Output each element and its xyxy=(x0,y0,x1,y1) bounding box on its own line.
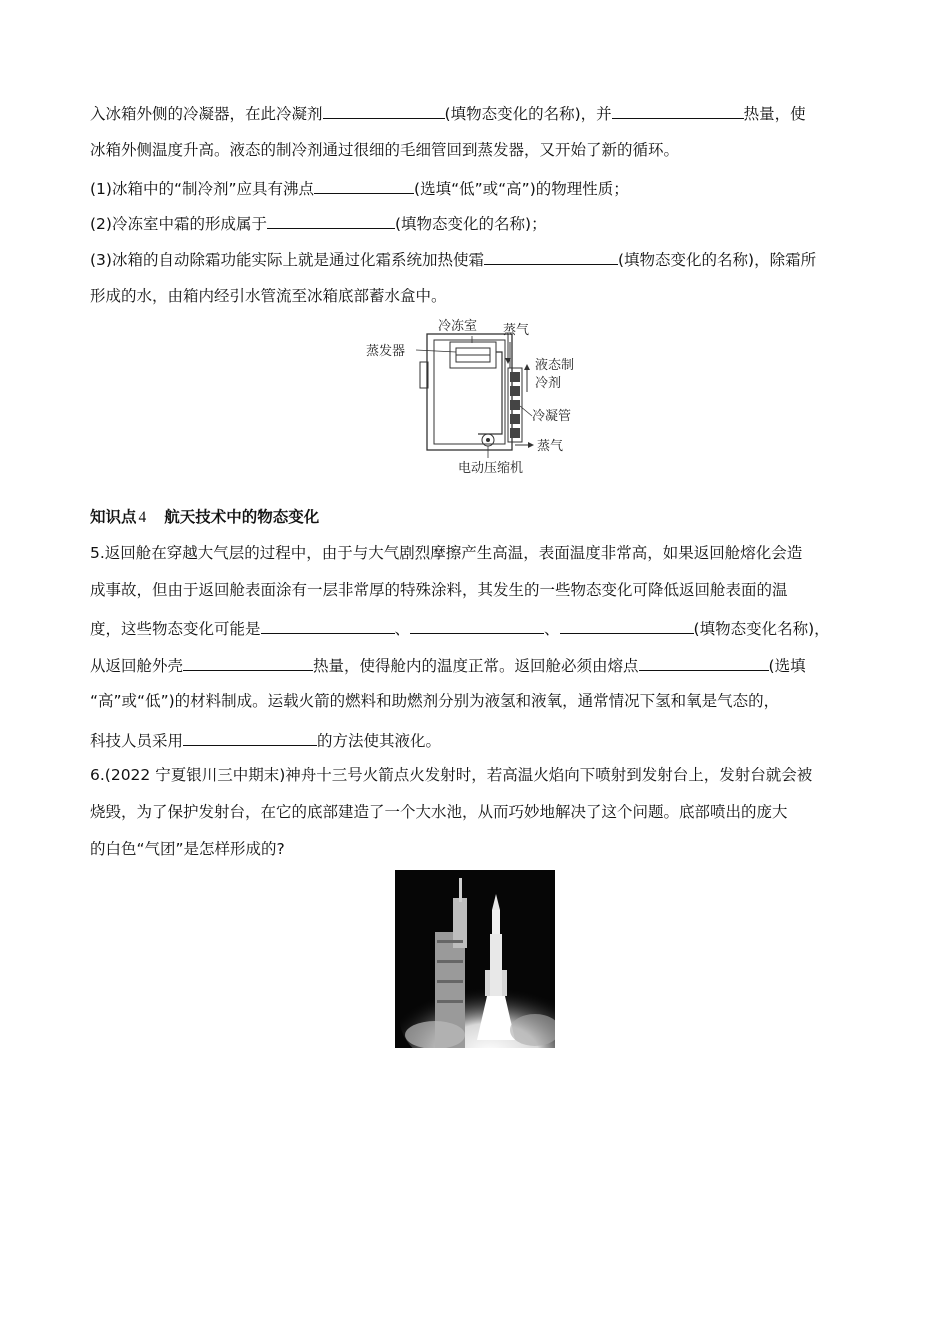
tower-floor xyxy=(437,980,463,983)
q5-text: 度，这些物态变化可能是 xyxy=(90,620,261,638)
fridge-diagram xyxy=(360,312,600,482)
tower-floor xyxy=(437,960,463,963)
tower-mast xyxy=(459,878,462,902)
rocket-launch-svg xyxy=(395,870,555,1048)
arrow-head xyxy=(528,442,534,448)
q5-text: 科技人员采用 xyxy=(90,732,184,750)
fridge-text: 热量，使 xyxy=(743,105,806,123)
answer-blank[interactable] xyxy=(410,617,544,634)
q5-text: 从返回舱外壳 xyxy=(90,657,184,675)
compressor-center xyxy=(486,438,490,442)
q5-line-4 xyxy=(90,654,806,676)
label-steam-top: 蒸气 xyxy=(503,323,530,338)
q5-separator: 、 xyxy=(544,620,560,638)
arrow-head xyxy=(524,364,530,370)
condenser-fin xyxy=(510,372,520,382)
q5-separator: 、 xyxy=(394,620,411,638)
section-number: 4 xyxy=(138,509,147,526)
answer-blank[interactable] xyxy=(183,654,313,671)
q6-line-3: 的白色“气团”是怎样形成的? xyxy=(90,840,285,858)
label-evaporator: 蒸发器 xyxy=(366,344,406,359)
answer-blank[interactable] xyxy=(261,617,395,634)
q5-line-5: “高”或“低”)的材料制成。运载火箭的燃料和助燃剂分别为液氢和液氧，通常情况下氢和氧是气态的， xyxy=(90,692,780,710)
question-text: (2)冷冻室中霜的形成属于 xyxy=(90,215,267,233)
answer-blank[interactable] xyxy=(314,177,414,194)
q5-text: (选填 xyxy=(768,657,806,675)
fridge-text: 入冰箱外侧的冷凝器，在此冷凝剂 xyxy=(90,105,323,123)
answer-blank[interactable] xyxy=(612,102,744,119)
question-2 xyxy=(90,212,547,234)
q6-line-2: 烧毁，为了保护发射台，在它的底部建造了一个大水池，从而巧妙地解决了这个问题。底部喷出的庞大 xyxy=(90,803,788,821)
fridge-diagram-svg xyxy=(360,312,600,482)
tower-floor xyxy=(437,1000,463,1003)
rocket-launch-photo xyxy=(395,870,555,1048)
label-freezer: 冷冻室 xyxy=(438,319,478,334)
answer-blank[interactable] xyxy=(560,617,694,634)
q5-line-6 xyxy=(90,729,441,751)
section-label: 知识点 xyxy=(90,508,137,526)
question-3 xyxy=(90,248,816,270)
label-liquid-refrigerant-1: 液态制 xyxy=(535,358,575,373)
label-steam-bottom: 蒸气 xyxy=(537,439,564,454)
smoke-cloud xyxy=(405,1021,465,1048)
condenser-fin xyxy=(510,428,520,438)
question-text: (填物态变化的名称)； xyxy=(394,215,547,233)
q5-line-2: 成事故，但由于返回舱表面涂有一层非常厚的特殊涂料，其发生的一些物态变化可降低返回舱表面的温 xyxy=(90,581,788,599)
q5-text: 热量，使得舱内的温度正常。返回舱必须由熔点 xyxy=(313,657,639,675)
answer-blank[interactable] xyxy=(267,212,395,229)
condenser-fin xyxy=(510,414,520,424)
condenser-fin xyxy=(510,386,520,396)
rocket-booster xyxy=(502,970,507,996)
fridge-line-1 xyxy=(90,102,806,124)
question-1 xyxy=(90,177,629,199)
answer-blank[interactable] xyxy=(183,729,317,746)
label-liquid-refrigerant-2: 冷剂 xyxy=(535,376,562,391)
rocket-capsule xyxy=(492,910,500,934)
label-compressor: 电动压缩机 xyxy=(458,461,524,476)
q5-line-1: 5.返回舱在穿越大气层的过程中，由于与大气剧烈摩擦产生高温，表面温度非常高，如果返回舱熔化会造 xyxy=(90,544,803,562)
fridge-text: (填物态变化的名称)，并 xyxy=(444,105,612,123)
cabinet-inner xyxy=(434,340,505,444)
section-name: 航天技术中的物态变化 xyxy=(164,508,320,526)
q5-text: (填物态变化名称)， xyxy=(693,620,830,638)
question-text: (1)冰箱中的“制冷剂”应具有沸点 xyxy=(90,180,315,198)
question-3-cont: 形成的水，由箱内经引水管流至冰箱底部蓄水盒中。 xyxy=(90,287,447,305)
q5-text: 的方法使其液化。 xyxy=(317,732,442,750)
tower-floor xyxy=(437,940,463,943)
answer-blank[interactable] xyxy=(639,654,769,671)
answer-blank[interactable] xyxy=(484,248,618,265)
question-text: (选填“低”或“高”)的物理性质； xyxy=(414,180,629,198)
fridge-line-2: 冰箱外侧温度升高。液态的制冷剂通过很细的毛细管回到蒸发器，又开始了新的循环。 xyxy=(90,141,680,159)
rocket-booster xyxy=(485,970,490,996)
label-condenser: 冷凝管 xyxy=(532,409,572,424)
answer-blank[interactable] xyxy=(323,102,445,119)
question-text: (填物态变化的名称)，除霜所 xyxy=(617,251,817,269)
section-heading xyxy=(90,507,319,528)
refrigerant-pipe xyxy=(478,352,502,434)
question-text: (3)冰箱的自动除霜功能实际上就是通过化霜系统加热使霜 xyxy=(90,251,484,269)
q5-line-3 xyxy=(90,617,830,639)
q6-line-1: 6.(2022 宁夏银川三中期末)神舟十三号火箭点火发射时，若高温火焰向下喷射到发射台上，发射台就会被 xyxy=(90,766,813,784)
rocket-body xyxy=(490,934,502,996)
condenser-fin xyxy=(510,400,520,410)
